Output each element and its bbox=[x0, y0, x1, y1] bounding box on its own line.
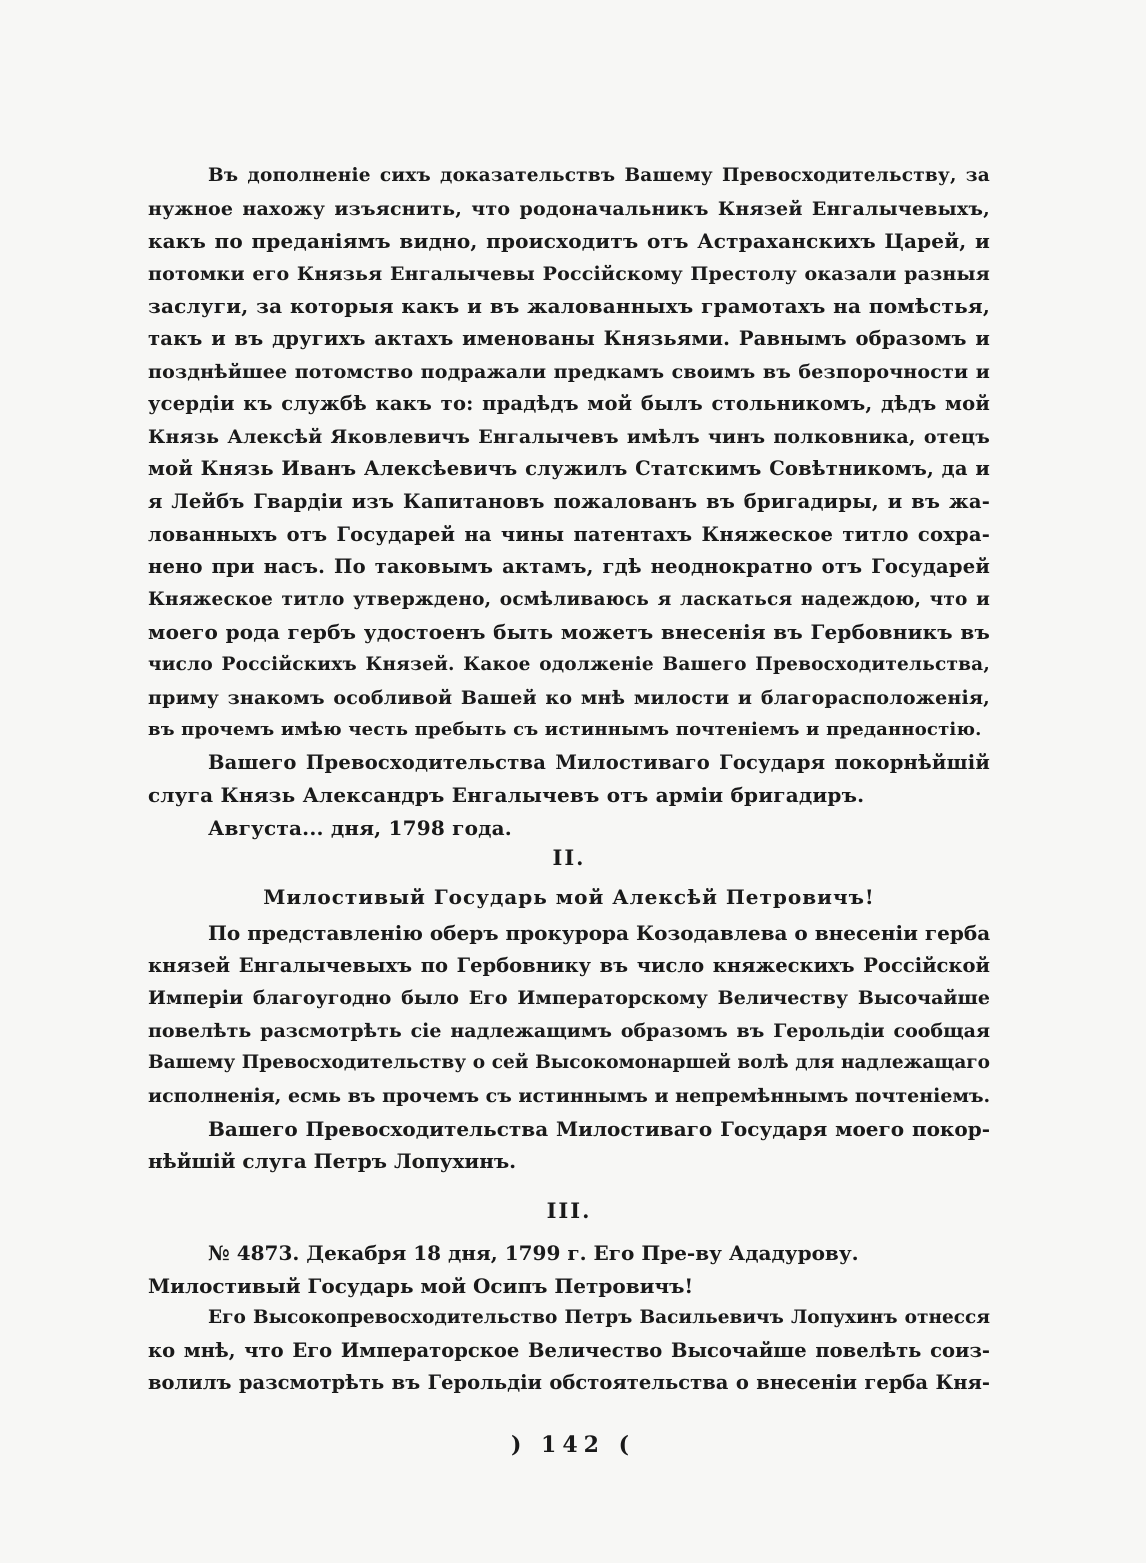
text-line: Его Высокопревосходительство Петръ Васильевичъ Лопухинъ отнесся bbox=[208, 1307, 990, 1329]
text-line: ко мнѣ, что Его Императорское Величество Высочайше повелѣть соиз- bbox=[148, 1338, 990, 1362]
text-line: повелѣть разсмотрѣть сіе надлежащимъ образомъ въ Герольдіи сообщая bbox=[148, 1019, 990, 1042]
text-line: нужное нахожу изъяснить, что родоначальникъ Князей Енгалычевыхъ, bbox=[148, 197, 990, 220]
section-ii-heading: II. bbox=[552, 845, 586, 870]
reference-line: № 4873. Декабря 18 дня, 1799 г. Его Пре-ву Ададурову. bbox=[208, 1241, 859, 1265]
section-iii-body bbox=[148, 1237, 990, 1400]
section-ii-body bbox=[148, 917, 990, 1178]
text-line: нено при насъ. По таковымъ актамъ, гдѣ неоднократно отъ Государей bbox=[148, 555, 990, 579]
text-line: Княжеское титло утверждено, осмѣливаюсь я ласкаться надеждою, что и bbox=[148, 588, 990, 610]
closing-line: нѣйшій слуга Петръ Лопухинъ. bbox=[148, 1149, 517, 1174]
text-line: приму знакомъ особливой Вашей ко мнѣ милости и благорасположенія, bbox=[148, 686, 990, 709]
text-line: усердіи къ службѣ какъ то: прадѣдъ мой былъ стольникомъ, дѣдъ мой bbox=[148, 392, 990, 416]
text-line: заслуги, за которыя какъ и въ жалованныхъ грамотахъ на помѣстья, bbox=[148, 294, 990, 319]
section-ii-salutation: Милостивый Государь мой Алексѣй Петровичъ! bbox=[263, 885, 875, 909]
text-line: я Лейбъ Гвардіи изъ Капитановъ пожалованъ въ бригадиры, и въ жа- bbox=[148, 489, 990, 513]
text-line: Имперіи благоугодно было Его Императорскому Величеству Высочайше bbox=[148, 987, 990, 1010]
text-line: Въ дополненіе сихъ доказательствъ Вашему Превосходительству, за bbox=[208, 165, 990, 186]
text-line: князей Енгалычевыхъ по Гербовнику въ число княжескихъ Россійской bbox=[148, 953, 990, 977]
text-line: такъ и въ другихъ актахъ именованы Князьями. Равнымъ образомъ и bbox=[148, 326, 990, 350]
text-line: позднѣйшее потомство подражали предкамъ своимъ въ безпорочности и bbox=[148, 360, 990, 383]
text-line: исполненія, есмь въ прочемъ съ истиннымъ и непремѣннымъ почтеніемъ. bbox=[148, 1084, 991, 1107]
letter-date: Августа... дня, 1798 года. bbox=[208, 815, 512, 840]
text-line: моего рода гербъ удостоенъ быть можетъ внесенія въ Гербовникъ въ bbox=[148, 620, 990, 645]
closing-line: Вашего Превосходительства Милостиваго Государя моего покор- bbox=[208, 1116, 990, 1141]
text-line: мой Князь Иванъ Алексѣевичъ служилъ Статскимъ Совѣтникомъ, да и bbox=[148, 457, 990, 481]
text-line: Князь Алексѣй Яковлевичъ Енгалычевъ имѣлъ чинъ полковника, отецъ bbox=[148, 425, 990, 448]
section-iii-salutation: Милостивый Государь мой Осипъ Петровичъ! bbox=[148, 1273, 694, 1298]
text-line: какъ по преданіямъ видно, происходитъ отъ Астраханскихъ Царей, и bbox=[148, 229, 990, 254]
text-line: потомки его Князья Енгалычевы Россійскому Престолу оказали разныя bbox=[148, 262, 990, 285]
section-iii-heading: III. bbox=[546, 1198, 592, 1223]
page-number: ) 142 ( bbox=[510, 1432, 636, 1458]
closing-line: Вашего Превосходительства Милостиваго Государя покорнѣйшій bbox=[208, 750, 990, 774]
text-line: лованныхъ отъ Государей на чины патентахъ Княжеское титло сохра- bbox=[148, 522, 990, 546]
section-i-body bbox=[148, 160, 990, 844]
text-line: волилъ разсмотрѣть въ Герольдіи обстоятельства о внесеніи герба Кня- bbox=[148, 1371, 990, 1395]
text-line: По представленію оберъ прокурора Козодавлева о внесеніи герба bbox=[208, 921, 991, 945]
text-line: число Россійскихъ Князей. Какое одолженіе Вашего Превосходительства, bbox=[148, 653, 990, 675]
text-line: Вашему Превосходительству о сей Высокомонаршей волѣ для надлежащаго bbox=[148, 1052, 990, 1074]
closing-line: слуга Князь Александръ Енгалычевъ отъ арміи бригадиръ. bbox=[148, 783, 865, 808]
text-line: въ прочемъ имѣю честь пребыть съ истиннымъ почтеніемъ и преданностію. bbox=[148, 719, 982, 741]
